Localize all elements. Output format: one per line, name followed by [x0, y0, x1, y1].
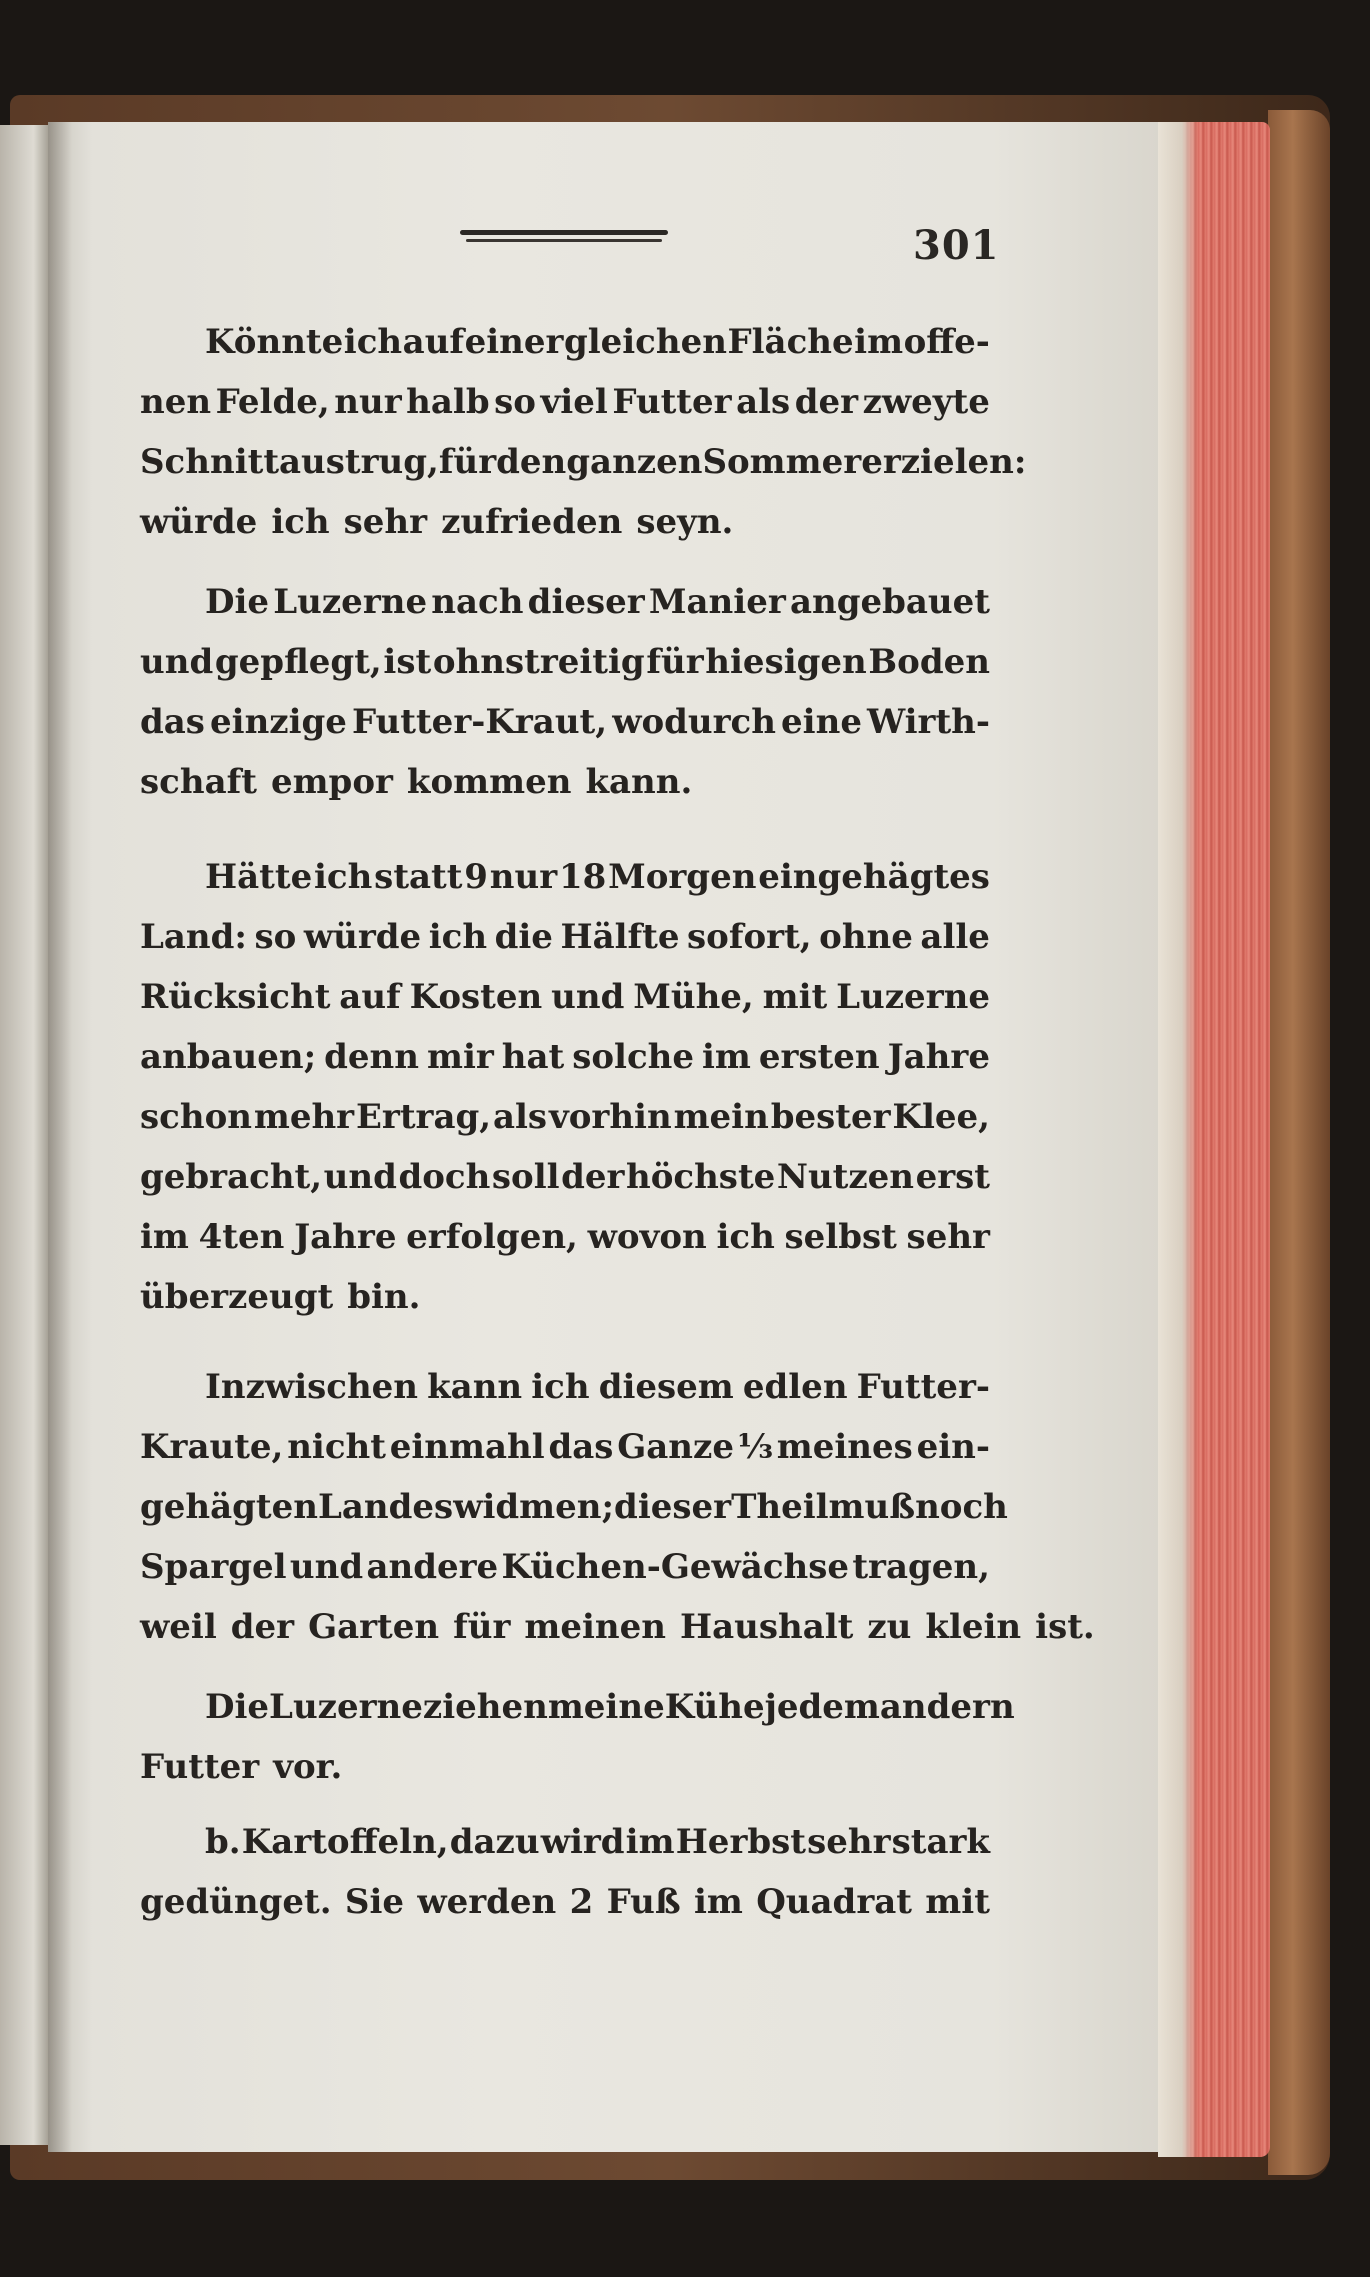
text-line: schon mehr Ertrag, als vorhin mein bester Klee,	[140, 1097, 990, 1137]
header-rule	[460, 230, 668, 243]
text-line: weil der Garten für meinen Haushalt zu klein ist.	[140, 1607, 1095, 1647]
text-line: Hätte ich statt 9 nur 18 Morgen eingehägtes	[205, 857, 990, 897]
text-line: Kraute, nicht einmahl das Ganze ⅓ meines ein-	[140, 1427, 990, 1467]
book-cover-edge	[1268, 110, 1330, 2175]
facing-page-edge	[0, 125, 48, 2145]
gutter-shadow	[48, 122, 72, 2152]
text-line: gedünget. Sie werden 2 Fuß im Quadrat mit	[140, 1882, 990, 1922]
text-line: Die Luzerne nach dieser Manier angebauet	[205, 582, 990, 622]
text-line: im 4ten Jahre erfolgen, wovon ich selbst sehr	[140, 1217, 990, 1257]
text-line: gehägten Landes widmen; dieser Theil muß noch	[140, 1487, 1008, 1527]
text-line: Rücksicht auf Kosten und Mühe, mit Luzerne	[140, 977, 990, 1017]
text-line: anbauen; denn mir hat solche im ersten Jahre	[140, 1037, 990, 1077]
text-line: überzeugt bin.	[140, 1277, 421, 1317]
text-line: Schnitt austrug, für den ganzen Sommer erzielen:	[140, 442, 1027, 482]
text-line: schaft empor kommen kann.	[140, 762, 693, 802]
text-line: Inzwischen kann ich diesem edlen Futter-	[205, 1367, 990, 1407]
text-line: gebracht, und doch soll der höchste Nutzen erst	[140, 1157, 990, 1197]
text-line: Spargel und andere Küchen-Gewächse tragen,	[140, 1547, 990, 1587]
text-line: Land: so würde ich die Hälfte sofort, ohne alle	[140, 917, 990, 957]
page-fore-edge-highlight	[1158, 122, 1198, 2157]
text-line: nen Felde, nur halb so viel Futter als der zweyte	[140, 382, 990, 422]
page-number: 301	[913, 222, 1000, 269]
text-line: Könnte ich auf einer gleichen Fläche im offe-	[205, 322, 990, 362]
text-line: Die Luzerne ziehen meine Kühe jedem andern	[205, 1687, 1015, 1727]
text-line: würde ich sehr zufrieden seyn.	[140, 502, 734, 542]
text-line: b. Kartoffeln, dazu wird im Herbst sehr stark	[205, 1822, 990, 1862]
text-line: und gepflegt, ist ohnstreitig für hiesigen Boden	[140, 642, 990, 682]
text-line: das einzige Futter-Kraut, wodurch eine Wirth-	[140, 702, 990, 742]
text-line: Futter vor.	[140, 1747, 343, 1787]
